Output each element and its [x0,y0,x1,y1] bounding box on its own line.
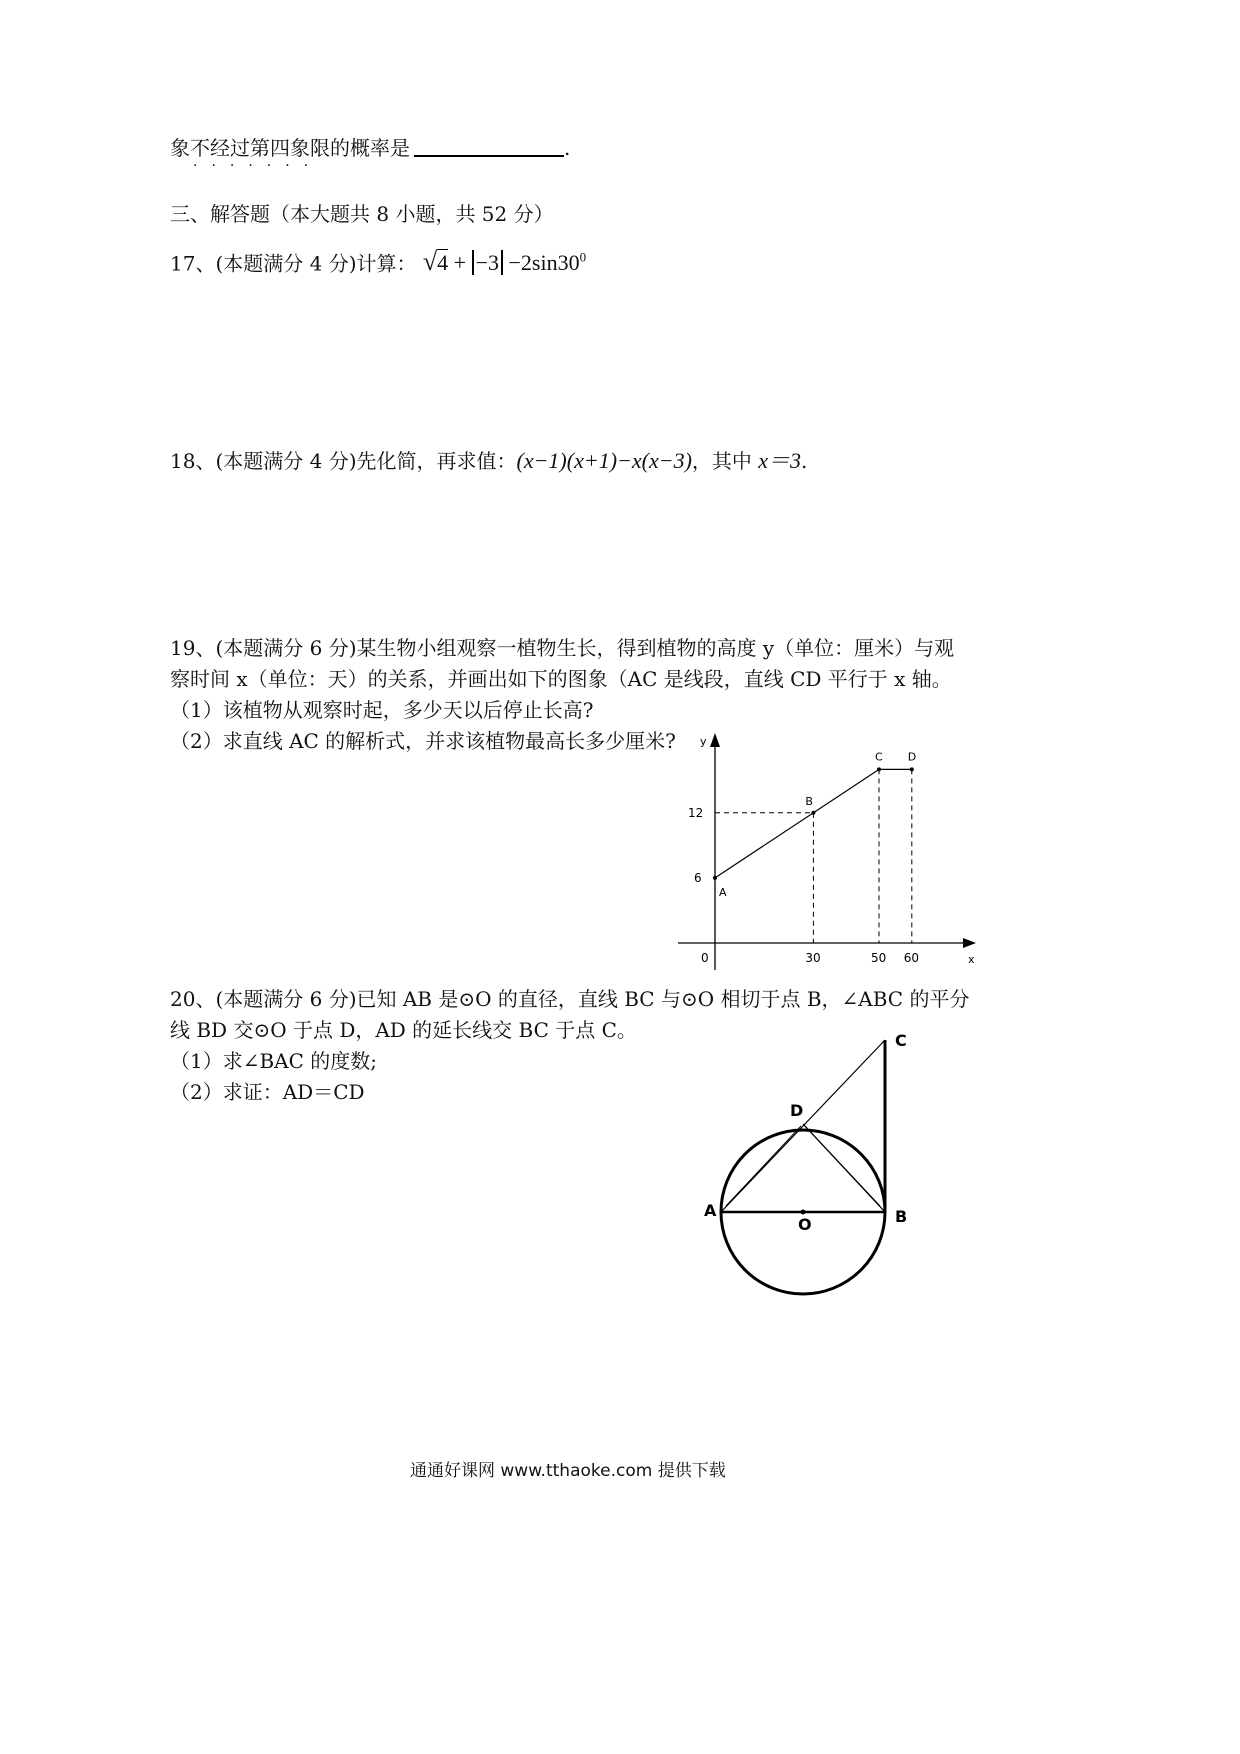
question-19-sub-1: （1）该植物从观察时起，多少天以后停止长高? [170,698,594,722]
y-axis-label: y [700,735,707,748]
question-20-line-2: 线 BD 交⊙O 于点 D，AD 的延长线交 BC 于点 C。 [170,1018,637,1042]
segment-ac [715,769,879,878]
point-label-b: B [805,794,813,808]
question-19-line-1: 19、(本题满分 6 分)某生物小组观察一植物生长，得到植物的高度 y（单位：厘米）与观 [170,636,955,660]
answer-blank [414,135,564,157]
point-c [877,767,881,771]
x-tick-label-0: 0 [701,951,709,965]
y-tick-label-6: 6 [694,870,702,885]
q17-degree: 0 [579,250,587,265]
prev-tail-text: 象不经过第四象限的概率是 [170,136,410,160]
emphasis-dots: ······· [193,158,323,174]
q18-condition: x＝3 [758,448,802,473]
chart-layer [678,733,976,970]
q17-trig: −2sin30 [508,250,580,276]
question-19-line-2: 察时间 x（单位：天）的关系，并画出如下的图象（AC 是线段，直线 CD 平行于 x 轴。 [170,667,952,691]
q17-plus: + [453,250,467,276]
point-o [801,1210,806,1215]
q17-abs [472,250,503,275]
q18-expression: (x−1)(x+1)−x(x−3) [516,448,692,473]
x-axis-label: x [968,953,975,966]
point-label-c: C [875,750,883,764]
x-tick-label-30: 30 [805,951,821,965]
point-label-d: D [907,750,917,764]
y-axis-arrow [710,733,720,747]
q17-radicand: 4 [437,250,449,276]
y-tick-label-12: 12 [688,805,704,820]
label-c: C [895,1031,907,1050]
q17-abs-value: −3 [475,250,499,276]
x-tick-label-50: 50 [871,951,887,965]
sqrt-sign: √ [422,247,438,277]
x-axis-arrow [963,938,976,948]
label-a: A [704,1201,717,1220]
question-17 [170,244,586,277]
point-a [713,876,717,880]
point-b [811,811,815,815]
point-label-a: A [719,885,727,899]
q18-mid: ，其中 [691,449,752,473]
q18-end: . [801,449,808,473]
section-3-title: 三、解答题（本大题共 8 小题，共 52 分） [170,202,554,226]
q17-expression [422,247,587,277]
q17-prefix: 17、(本题满分 4 分)计算： [170,251,417,276]
prev-tail-end: . [564,136,571,160]
label-o: O [798,1215,812,1234]
label-d: D [790,1101,804,1120]
chord-ad-inner [726,1126,801,1206]
point-d [910,767,914,771]
question-18 [170,447,807,475]
x-tick-label-60: 60 [903,951,920,965]
circle-diagram [690,1020,930,1310]
page-footer: 通通好课网 www.tthaoke.com 提供下载 [410,1461,726,1481]
question-19-sub-2: （2）求直线 AC 的解析式，并求该植物最高长多少厘米? [170,729,676,753]
label-b: B [895,1207,908,1226]
question-20-sub-1: （1）求∠BAC 的度数; [170,1049,378,1073]
question-20-line-1: 20、(本题满分 6 分)已知 AB 是⊙O 的直径，直线 BC 与⊙O 相切于点 B，∠ABC 的平分 [170,987,970,1011]
chord-bd-inner [805,1126,880,1206]
q18-prefix: 18、(本题满分 4 分)先化简，再求值： [170,449,517,473]
question-20-sub-2: （2）求证：AD＝CD [170,1080,365,1104]
growth-chart [670,725,990,975]
